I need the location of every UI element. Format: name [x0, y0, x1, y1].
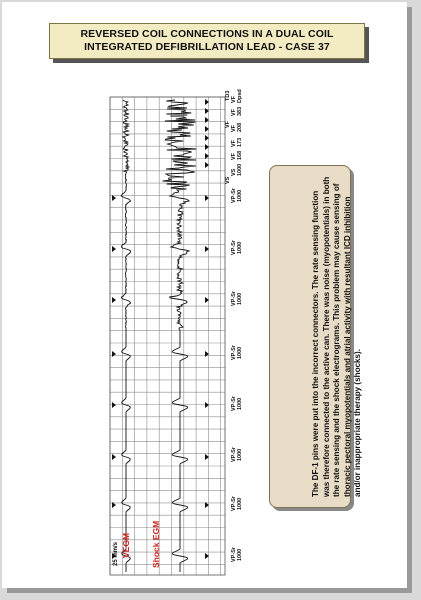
vf-marker-value: 173 — [237, 137, 243, 147]
marker-label: VP-Sr — [231, 447, 237, 462]
marker-label: VP-Sr — [231, 396, 237, 411]
marker-arrow-vegm — [112, 246, 116, 252]
marker-arrow-vegm — [112, 195, 116, 201]
speed-label: 25 mm/s — [113, 541, 119, 566]
channel-label-shock-egm: Shock EGM — [151, 520, 161, 568]
marker-label: VP-Sr — [231, 345, 237, 360]
marker-value: 1000 — [237, 241, 243, 254]
marker-label: VP-Sr — [231, 240, 237, 255]
vf-marker-value: 383 — [237, 106, 243, 116]
marker-code: TD3 — [225, 90, 231, 101]
marker-value: 1000 — [237, 548, 243, 561]
vf-marker-label: VS — [231, 168, 237, 176]
vf-marker-label: VF — [231, 152, 237, 160]
marker-value: 1000 — [237, 397, 243, 410]
marker-value: 1000 — [237, 346, 243, 359]
marker-arrow-vegm — [112, 351, 116, 357]
vf-marker-label: VF — [231, 124, 237, 132]
marker-label: VP-Sr — [231, 188, 237, 203]
marker-arrow-vegm — [112, 402, 116, 408]
marker-arrow-vegm — [112, 297, 116, 303]
channel-label-vegm: VEGM — [121, 532, 131, 558]
marker-code: VS — [225, 176, 231, 184]
marker-value: 1000 — [237, 448, 243, 461]
title-line-2: INTEGRATED DEFIBRILLATION LEAD - CASE 37 — [84, 41, 330, 53]
marker-value: 1000 — [237, 497, 243, 510]
marker-arrow-vegm — [112, 454, 116, 460]
marker-label: VP-Sr — [231, 496, 237, 511]
vf-marker-value: 208 — [237, 122, 243, 132]
vf-marker-label: VF — [231, 108, 237, 116]
vf-marker-label: VF — [231, 139, 237, 147]
note-text: The DF-1 pins were put into the incorrect connectors. The rate sensing function was therefore connected to the active can. There was noise (myopotentials) in both the rate sensing and the shock electrograms. This problem may cause sensing of thoracic pectoral myopotentials and atrial activity with resultant ICD inhibition and/or inappropriate therapy (shocks). — [311, 176, 362, 497]
vf-marker-value: 1000 — [237, 163, 243, 176]
marker-value: 1000 — [237, 292, 243, 305]
title-line-1: REVERSED COIL CONNECTIONS IN A DUAL COIL — [80, 28, 334, 40]
vf-marker-value: Dpsd — [237, 89, 243, 103]
marker-code: VF — [225, 120, 231, 128]
marker-label: VP-Sr — [231, 547, 237, 562]
vf-marker-value: 168 — [237, 150, 243, 160]
vf-marker-label: VF — [231, 95, 237, 103]
marker-label: VP-Sr — [231, 291, 237, 306]
marker-labels — [225, 89, 243, 562]
marker-value: 1000 — [237, 189, 243, 202]
